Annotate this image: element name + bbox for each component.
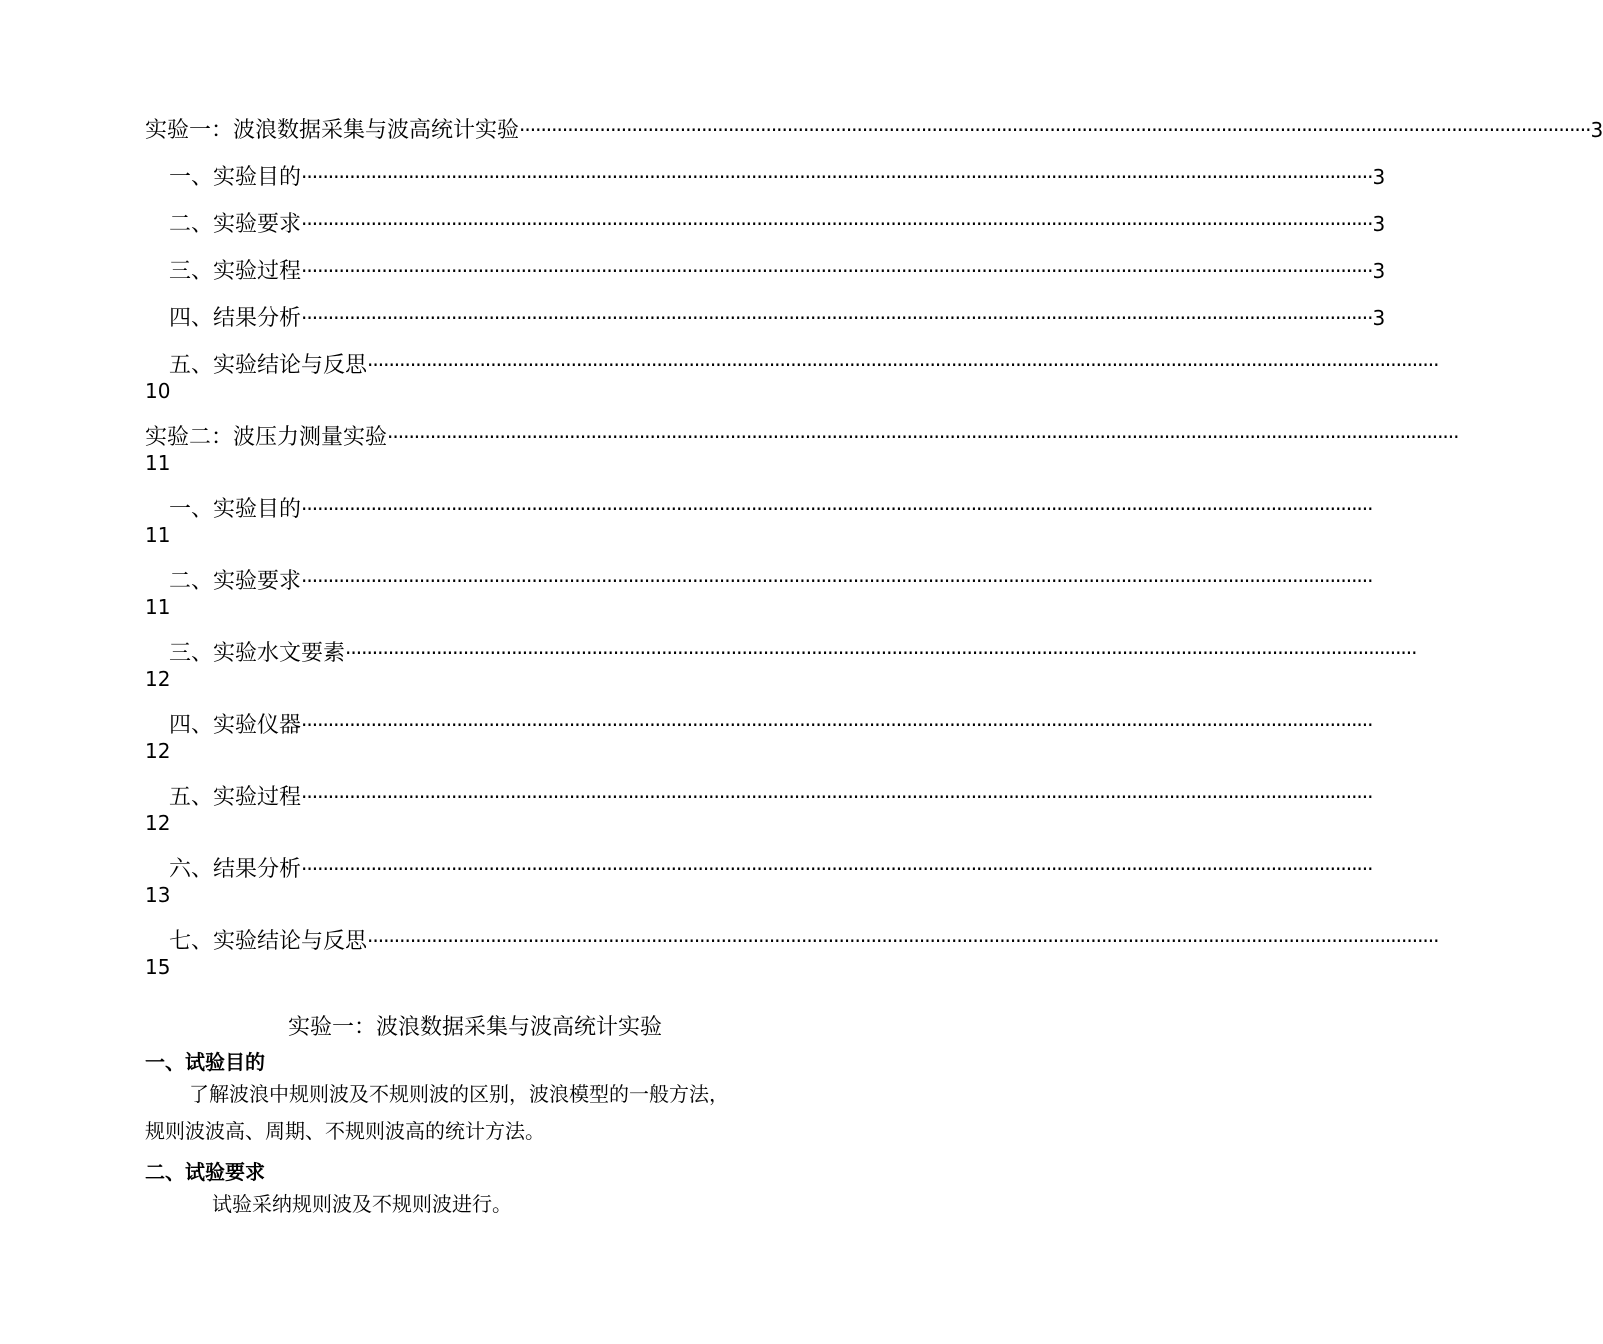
toc-entry-page: 3 (1372, 165, 1386, 189)
toc-entry[interactable] (145, 259, 1386, 284)
toc-line (169, 569, 1373, 594)
toc-line (169, 165, 1386, 190)
toc-entry-page: 11 (145, 523, 171, 547)
toc-line (169, 212, 1386, 237)
toc-dot-leader: ········································································································································································································ (301, 713, 1373, 737)
paragraph-requirements: 试验采纳规则波及不规则波进行。 (212, 1192, 512, 1216)
toc-entry[interactable] (145, 165, 1386, 190)
toc-entry-title: 二、实验要求 (169, 212, 302, 237)
toc-line (169, 497, 1373, 522)
toc-entry-page: 12 (145, 739, 171, 763)
toc-entry-title: 一、实验目的 (169, 497, 302, 522)
toc-entry-page: 3 (1590, 118, 1603, 142)
toc-entry-page: 10 (145, 379, 171, 403)
toc-entry-title: 五、实验结论与反思 (169, 353, 368, 378)
toc-line (169, 306, 1386, 331)
toc-entry-title: 七、实验结论与反思 (169, 929, 368, 954)
toc-entry-page: 15 (145, 955, 171, 979)
toc-dot-leader: ········································································································································································································ (301, 857, 1373, 881)
toc-entry-title: 二、实验要求 (169, 569, 302, 594)
toc-entry-title: 实验二：波压力测量实验 (145, 425, 388, 450)
toc-entry-page: 12 (145, 811, 171, 835)
toc-line (169, 713, 1373, 738)
toc-entry-page: 12 (145, 667, 171, 691)
toc-entry[interactable] (145, 306, 1386, 331)
toc-entry[interactable] (145, 118, 1603, 143)
toc-entry[interactable] (145, 785, 1373, 836)
toc-dot-leader: ········································································································································································································ (519, 118, 1591, 142)
toc-entry-page: 11 (145, 451, 171, 475)
heading-test-requirements: 二、试验要求 (145, 1160, 265, 1184)
paragraph-purpose-line2: 规则波波高、周期、不规则波高的统计方法。 (145, 1119, 545, 1143)
paragraph-purpose-line1: 了解波浪中规则波及不规则波的区别，波浪模型的一般方法， (189, 1082, 729, 1106)
toc-entry-title: 实验一：波浪数据采集与波高统计实验 (145, 118, 520, 143)
toc-dot-leader: ········································································································································································································ (387, 425, 1459, 449)
toc-line (169, 857, 1373, 882)
toc-line (169, 353, 1439, 378)
toc-line (169, 785, 1373, 810)
toc-line (145, 118, 1603, 143)
toc-entry[interactable] (145, 641, 1417, 692)
toc-entry-title: 四、结果分析 (169, 306, 302, 331)
toc-entry-title: 四、实验仪器 (169, 713, 302, 738)
toc-entry-page: 13 (145, 883, 171, 907)
toc-entry[interactable] (145, 857, 1373, 908)
toc-entry-title: 六、结果分析 (169, 857, 302, 882)
toc-entry-title: 三、实验过程 (169, 259, 302, 284)
toc-entry-title: 五、实验过程 (169, 785, 302, 810)
toc-dot-leader: ········································································································································································································ (367, 929, 1439, 953)
toc-line (169, 259, 1386, 284)
toc-entry[interactable] (145, 497, 1373, 548)
toc-entry-page: 3 (1372, 212, 1386, 236)
toc-dot-leader: ········································································································································································································ (301, 259, 1373, 283)
heading-test-purpose: 一、试验目的 (145, 1050, 265, 1074)
toc-entry[interactable] (145, 569, 1373, 620)
toc-dot-leader: ········································································································································································································ (345, 641, 1417, 665)
toc-entry-page: 3 (1372, 259, 1386, 283)
toc-entry[interactable] (145, 713, 1373, 764)
toc-dot-leader: ········································································································································································································ (367, 353, 1439, 377)
toc-entry[interactable] (145, 353, 1439, 404)
toc-dot-leader: ········································································································································································································ (301, 306, 1373, 330)
toc-dot-leader: ········································································································································································································ (301, 165, 1373, 189)
toc-dot-leader: ········································································································································································································ (301, 785, 1373, 809)
toc-entry-title: 三、实验水文要素 (169, 641, 346, 666)
toc-entry-page: 3 (1372, 306, 1386, 330)
toc-entry-page: 11 (145, 595, 171, 619)
toc-entry[interactable] (145, 929, 1439, 980)
toc-entry-title: 一、实验目的 (169, 165, 302, 190)
toc-entry[interactable] (145, 425, 1459, 476)
toc-dot-leader: ········································································································································································································ (301, 212, 1373, 236)
toc-entry[interactable] (145, 212, 1386, 237)
toc-line (145, 425, 1459, 450)
toc-dot-leader: ········································································································································································································ (301, 497, 1373, 521)
section-title: 实验一：波浪数据采集与波高统计实验 (287, 1015, 662, 1040)
toc-line (169, 641, 1417, 666)
toc-line (169, 929, 1439, 954)
toc-dot-leader: ········································································································································································································ (301, 569, 1373, 593)
